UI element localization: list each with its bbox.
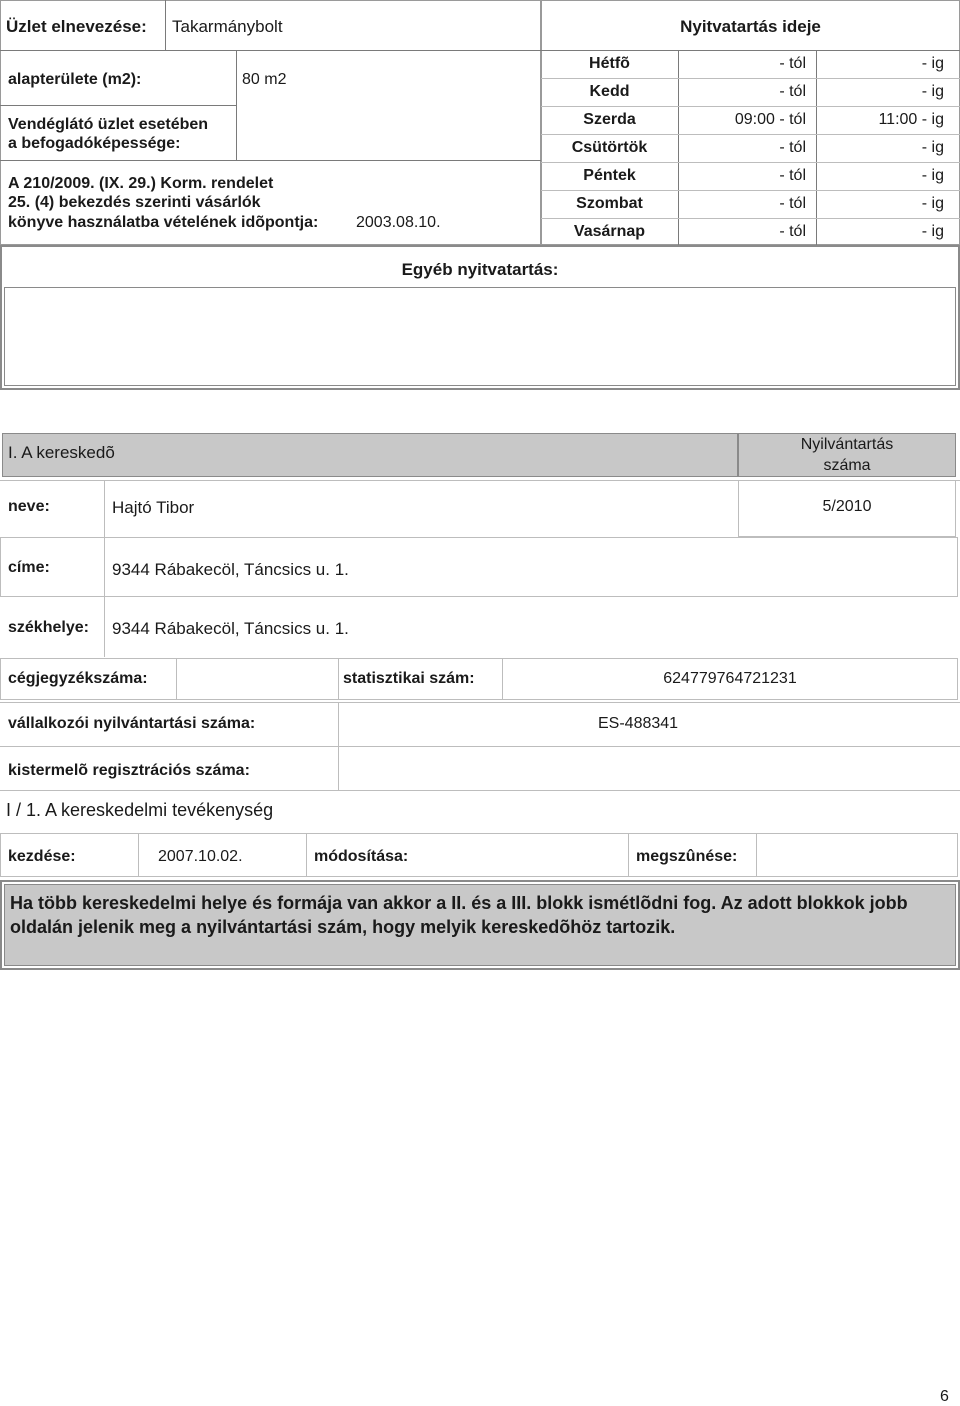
hours-day-2: Szerda: [583, 111, 636, 128]
registry-header-line1: Nyilvántartás: [800, 436, 894, 453]
decree-label-line1: A 210/2009. (IX. 29.) Korm. rendelet: [8, 175, 274, 192]
hours-day-4: Péntek: [583, 167, 636, 184]
hours-from-4: - tól: [779, 167, 806, 184]
hours-day-0: Hétfõ: [589, 55, 630, 72]
trader-address-value: 9344 Rábakecöl, Táncsics u. 1.: [112, 560, 349, 579]
hours-from-5: - tól: [779, 195, 806, 212]
hours-to-6: - ig: [921, 223, 944, 240]
area-value: 80 m2: [242, 71, 287, 88]
hours-from-2: 09:00 - tól: [734, 111, 806, 128]
capacity-label-line1: Vendéglátó üzlet esetében: [8, 116, 209, 133]
hours-day-3: Csütörtök: [571, 139, 648, 156]
trader-name-label: neve:: [8, 498, 50, 515]
trader-seat-value: 9344 Rábakecöl, Táncsics u. 1.: [112, 619, 349, 638]
hours-to-3: - ig: [921, 139, 944, 156]
trader-seat-label: székhelye:: [8, 619, 89, 636]
activity-dates-row: [0, 833, 958, 877]
hours-to-2: 11:00 - ig: [878, 111, 944, 128]
entrepreneur-value: ES-488341: [598, 715, 679, 732]
shop-name-value: Takarmánybolt: [172, 17, 283, 36]
activity-start-value: 2007.10.02.: [158, 848, 243, 865]
activity-modify-label: módosítása:: [314, 848, 409, 865]
page-number: 6: [940, 1388, 949, 1405]
trader-section-title: I. A kereskedõ: [8, 443, 115, 462]
stat-number-value: 624779764721231: [663, 670, 797, 687]
capacity-label-line2: a befogadóképessége:: [8, 135, 181, 152]
hours-row-divider: [541, 218, 960, 219]
hours-to-5: - ig: [921, 195, 944, 212]
stat-number-label: statisztikai szám:: [343, 670, 475, 687]
smallholder-label: kistermelõ regisztrációs száma:: [8, 762, 250, 779]
note-text: Ha több kereskedelmi helye és formája van akkor a II. és a III. blokk ismétlõdni fog. Az adott blokkok jobb oldalán jelenik meg a nyilvántartási szám, hogy melyik kereskedõhöz tartozik.: [4, 884, 956, 966]
activity-section-title: I / 1. A kereskedelmi tevékenység: [6, 800, 274, 820]
entrepreneur-label: vállalkozói nyilvántartási száma:: [8, 715, 256, 732]
hours-to-0: - ig: [921, 55, 944, 72]
hours-day-6: Vasárnap: [573, 223, 646, 240]
hours-row-divider: [541, 190, 960, 191]
registry-number-value: 5/2010: [822, 498, 872, 515]
company-reg-label: cégjegyzékszáma:: [8, 670, 148, 687]
other-hours-label: Egyéb nyitvatartás:: [401, 260, 559, 279]
hours-row-divider: [541, 78, 960, 79]
hours-to-4: - ig: [921, 167, 944, 184]
other-hours-field[interactable]: [4, 287, 956, 386]
hours-row-divider: [541, 162, 960, 163]
hours-day-1: Kedd: [589, 83, 630, 100]
decree-label-line2: 25. (4) bekezdés szerinti vásárlók: [8, 194, 261, 211]
decree-date-value: 2003.08.10.: [356, 214, 441, 231]
decree-label-line3: könyve használatba vételének idõpontja:: [8, 214, 319, 231]
trader-address-label: címe:: [8, 559, 50, 576]
area-label: alapterülete (m2):: [8, 71, 142, 88]
hours-from-3: - tól: [779, 139, 806, 156]
hours-from-6: - tól: [779, 223, 806, 240]
registry-header-line2: száma: [823, 457, 871, 474]
trader-name-value: Hajtó Tibor: [112, 498, 195, 517]
hours-row-divider: [541, 106, 960, 107]
hours-day-5: Szombat: [576, 195, 643, 212]
hours-from-0: - tól: [779, 55, 806, 72]
opening-hours-title: Nyitvatartás ideje: [680, 17, 821, 36]
hours-to-1: - ig: [921, 83, 944, 100]
hours-from-1: - tól: [779, 83, 806, 100]
hours-row-divider: [541, 134, 960, 135]
shop-name-label: Üzlet elnevezése:: [6, 17, 147, 36]
activity-end-label: megszûnése:: [636, 848, 738, 865]
activity-start-label: kezdése:: [8, 848, 76, 865]
